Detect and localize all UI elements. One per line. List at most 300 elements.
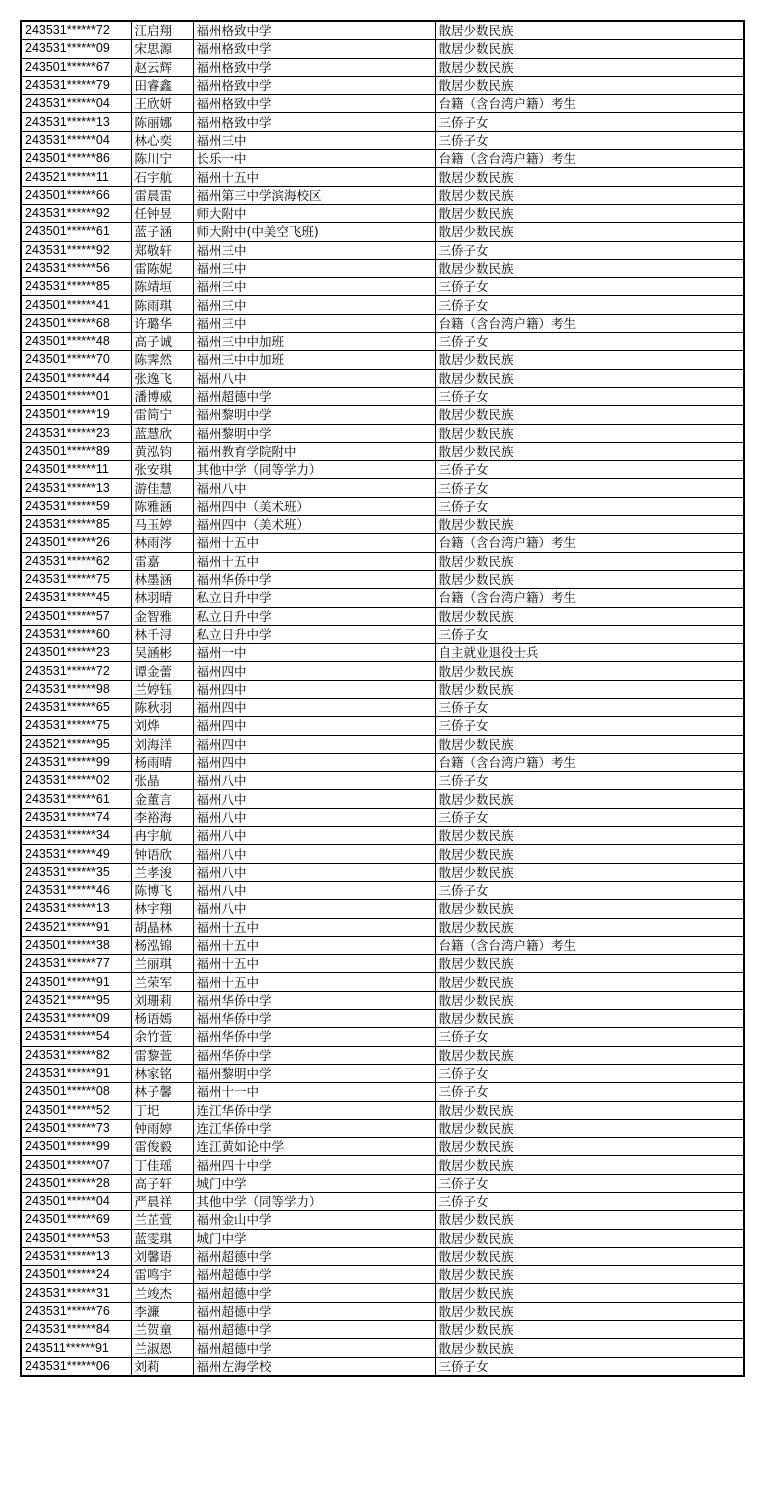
table-row [21, 1046, 744, 1064]
school-cell: 福州三中 [193, 314, 435, 332]
category-cell: 散居少数民族 [435, 845, 744, 863]
category-cell: 散居少数民族 [435, 442, 744, 460]
candidate-id-cell: 243531******75 [21, 717, 131, 735]
candidate-id-cell: 243501******19 [21, 406, 131, 424]
roster-sheet [20, 20, 745, 1377]
table-row [21, 131, 744, 149]
table-row [21, 918, 744, 936]
category-cell: 三侨子女 [435, 296, 744, 314]
candidate-id-cell: 243531******79 [21, 76, 131, 94]
category-cell: 散居少数民族 [435, 516, 744, 534]
candidate-id-cell: 243531******59 [21, 497, 131, 515]
school-cell: 福州四中 [193, 680, 435, 698]
candidate-id-cell: 243501******11 [21, 461, 131, 479]
school-cell: 福州十五中 [193, 534, 435, 552]
category-cell: 散居少数民族 [435, 900, 744, 918]
student-name-cell: 雷俊毅 [131, 1138, 193, 1156]
category-cell: 散居少数民族 [435, 351, 744, 369]
student-name-cell: 刘珊莉 [131, 991, 193, 1009]
student-name-cell: 林雨涔 [131, 534, 193, 552]
candidate-id-cell: 243531******13 [21, 479, 131, 497]
category-cell: 三侨子女 [435, 808, 744, 826]
table-row [21, 497, 744, 515]
candidate-id-cell: 243531******54 [21, 1028, 131, 1046]
candidate-id-cell: 243501******57 [21, 607, 131, 625]
table-row [21, 881, 744, 899]
category-cell: 散居少数民族 [435, 406, 744, 424]
student-name-cell: 刘馨语 [131, 1247, 193, 1265]
school-cell: 城门中学 [193, 1229, 435, 1247]
school-cell: 城门中学 [193, 1174, 435, 1192]
school-cell: 福州八中 [193, 808, 435, 826]
table-row [21, 863, 744, 881]
student-name-cell: 蓝雯琪 [131, 1229, 193, 1247]
school-cell: 福州八中 [193, 900, 435, 918]
candidate-id-cell: 243531******23 [21, 424, 131, 442]
table-row [21, 76, 744, 94]
candidate-id-cell: 243531******65 [21, 698, 131, 716]
student-name-cell: 兰孝浚 [131, 863, 193, 881]
student-name-cell: 蓝子涵 [131, 223, 193, 241]
category-cell: 三侨子女 [435, 241, 744, 259]
category-cell: 散居少数民族 [435, 40, 744, 58]
table-row [21, 1302, 744, 1320]
roster-table-body [21, 21, 744, 1376]
student-name-cell: 兰淑恩 [131, 1339, 193, 1357]
student-name-cell: 蓝慧欣 [131, 424, 193, 442]
school-cell: 福州十五中 [193, 168, 435, 186]
category-cell: 散居少数民族 [435, 259, 744, 277]
student-name-cell: 钟雨婷 [131, 1119, 193, 1137]
category-cell: 散居少数民族 [435, 680, 744, 698]
school-cell: 福州四中 [193, 717, 435, 735]
school-cell: 私立日升中学 [193, 589, 435, 607]
table-row [21, 461, 744, 479]
table-row [21, 607, 744, 625]
table-row [21, 442, 744, 460]
category-cell: 台籍（含台湾户籍）考生 [435, 314, 744, 332]
category-cell: 三侨子女 [435, 278, 744, 296]
school-cell: 福州三中 [193, 296, 435, 314]
school-cell: 福州超德中学 [193, 1266, 435, 1284]
student-name-cell: 张逸飞 [131, 369, 193, 387]
table-row [21, 662, 744, 680]
candidate-id-cell: 243501******89 [21, 442, 131, 460]
table-row [21, 1138, 744, 1156]
school-cell: 福州黎明中学 [193, 1064, 435, 1082]
school-cell: 福州超德中学 [193, 1321, 435, 1339]
school-cell: 连江华侨中学 [193, 1101, 435, 1119]
table-row [21, 955, 744, 973]
table-row [21, 479, 744, 497]
school-cell: 福州教育学院附中 [193, 442, 435, 460]
candidate-id-cell: 243501******41 [21, 296, 131, 314]
table-row [21, 406, 744, 424]
table-row [21, 808, 744, 826]
table-row [21, 223, 744, 241]
category-cell: 三侨子女 [435, 131, 744, 149]
student-name-cell: 吴涵彬 [131, 644, 193, 662]
student-name-cell: 林心奕 [131, 131, 193, 149]
candidate-id-cell: 243531******60 [21, 625, 131, 643]
category-cell: 散居少数民族 [435, 1211, 744, 1229]
school-cell: 福州八中 [193, 845, 435, 863]
school-cell: 福州八中 [193, 827, 435, 845]
student-name-cell: 雷简宁 [131, 406, 193, 424]
candidate-id-cell: 243501******08 [21, 1083, 131, 1101]
category-cell: 散居少数民族 [435, 1101, 744, 1119]
table-row [21, 973, 744, 991]
category-cell: 散居少数民族 [435, 1010, 744, 1028]
table-row [21, 1064, 744, 1082]
table-row [21, 113, 744, 131]
table-row [21, 589, 744, 607]
table-row [21, 351, 744, 369]
candidate-id-cell: 243531******45 [21, 589, 131, 607]
school-cell: 福州三中 [193, 278, 435, 296]
student-name-cell: 雷晨雷 [131, 186, 193, 204]
table-row [21, 314, 744, 332]
candidate-id-cell: 243501******91 [21, 973, 131, 991]
candidate-id-cell: 243521******95 [21, 735, 131, 753]
candidate-id-cell: 243501******69 [21, 1211, 131, 1229]
category-cell: 散居少数民族 [435, 1321, 744, 1339]
candidate-id-cell: 243531******82 [21, 1046, 131, 1064]
category-cell: 散居少数民族 [435, 1266, 744, 1284]
category-cell: 三侨子女 [435, 497, 744, 515]
school-cell: 福州八中 [193, 790, 435, 808]
school-cell: 私立日升中学 [193, 607, 435, 625]
category-cell: 散居少数民族 [435, 58, 744, 76]
candidate-id-cell: 243511******91 [21, 1339, 131, 1357]
category-cell: 台籍（含台湾户籍）考生 [435, 936, 744, 954]
school-cell: 福州十五中 [193, 955, 435, 973]
student-name-cell: 雷黎萱 [131, 1046, 193, 1064]
student-name-cell: 陈丽娜 [131, 113, 193, 131]
category-cell: 三侨子女 [435, 1357, 744, 1376]
candidate-id-cell: 243531******09 [21, 40, 131, 58]
school-cell: 福州十五中 [193, 973, 435, 991]
table-row [21, 1083, 744, 1101]
student-name-cell: 陈秋羽 [131, 698, 193, 716]
category-cell: 散居少数民族 [435, 790, 744, 808]
table-row [21, 717, 744, 735]
candidate-id-cell: 243531******62 [21, 552, 131, 570]
category-cell: 散居少数民族 [435, 1046, 744, 1064]
candidate-id-cell: 243501******70 [21, 351, 131, 369]
school-cell: 福州十五中 [193, 918, 435, 936]
school-cell: 连江华侨中学 [193, 1119, 435, 1137]
table-row [21, 534, 744, 552]
school-cell: 福州金山中学 [193, 1211, 435, 1229]
table-row [21, 278, 744, 296]
student-name-cell: 林家铭 [131, 1064, 193, 1082]
candidate-id-cell: 243531******56 [21, 259, 131, 277]
school-cell: 福州华侨中学 [193, 991, 435, 1009]
school-cell: 福州超德中学 [193, 1302, 435, 1320]
table-row [21, 1321, 744, 1339]
school-cell: 福州超德中学 [193, 1339, 435, 1357]
school-cell: 其他中学（同等学力） [193, 1193, 435, 1211]
student-name-cell: 金董言 [131, 790, 193, 808]
category-cell: 散居少数民族 [435, 991, 744, 1009]
candidate-id-cell: 243531******61 [21, 790, 131, 808]
school-cell: 福州八中 [193, 863, 435, 881]
candidate-id-cell: 243531******99 [21, 753, 131, 771]
student-name-cell: 黄泓钧 [131, 442, 193, 460]
category-cell: 散居少数民族 [435, 168, 744, 186]
school-cell: 福州超德中学 [193, 1284, 435, 1302]
category-cell: 散居少数民族 [435, 570, 744, 588]
candidate-id-cell: 243501******53 [21, 1229, 131, 1247]
category-cell: 三侨子女 [435, 1083, 744, 1101]
category-cell: 散居少数民族 [435, 552, 744, 570]
table-row [21, 753, 744, 771]
category-cell: 散居少数民族 [435, 735, 744, 753]
school-cell: 福州超德中学 [193, 1247, 435, 1265]
school-cell: 福州八中 [193, 881, 435, 899]
school-cell: 其他中学（同等学力） [193, 461, 435, 479]
candidate-id-cell: 243531******85 [21, 278, 131, 296]
student-name-cell: 刘海洋 [131, 735, 193, 753]
student-name-cell: 陈雅涵 [131, 497, 193, 515]
student-name-cell: 丁佳瑶 [131, 1156, 193, 1174]
candidate-id-cell: 243531******35 [21, 863, 131, 881]
table-row [21, 241, 744, 259]
school-cell: 福州格致中学 [193, 76, 435, 94]
candidate-id-cell: 243531******46 [21, 881, 131, 899]
candidate-id-cell: 243501******44 [21, 369, 131, 387]
school-cell: 福州四中 [193, 753, 435, 771]
school-cell: 福州八中 [193, 772, 435, 790]
student-name-cell: 高子诚 [131, 333, 193, 351]
student-name-cell: 钟语欣 [131, 845, 193, 863]
student-name-cell: 丁圯 [131, 1101, 193, 1119]
school-cell: 福州华侨中学 [193, 1028, 435, 1046]
student-name-cell: 高子轩 [131, 1174, 193, 1192]
student-name-cell: 余竹萱 [131, 1028, 193, 1046]
candidate-id-cell: 243501******23 [21, 644, 131, 662]
candidate-id-cell: 243501******07 [21, 1156, 131, 1174]
student-name-cell: 兰荣军 [131, 973, 193, 991]
student-name-cell: 刘烨 [131, 717, 193, 735]
candidate-id-cell: 243531******85 [21, 516, 131, 534]
student-name-cell: 陈靖垣 [131, 278, 193, 296]
candidate-id-cell: 243501******67 [21, 58, 131, 76]
category-cell: 散居少数民族 [435, 918, 744, 936]
table-row [21, 1028, 744, 1046]
table-row [21, 827, 744, 845]
candidate-id-cell: 243531******13 [21, 1247, 131, 1265]
table-row [21, 845, 744, 863]
candidate-id-cell: 243531******72 [21, 21, 131, 40]
school-cell: 福州左海学校 [193, 1357, 435, 1376]
school-cell: 福州格致中学 [193, 95, 435, 113]
student-name-cell: 陈博飞 [131, 881, 193, 899]
candidate-id-cell: 243531******09 [21, 1010, 131, 1028]
student-name-cell: 兰芷萱 [131, 1211, 193, 1229]
category-cell: 散居少数民族 [435, 186, 744, 204]
student-name-cell: 张安琪 [131, 461, 193, 479]
table-row [21, 680, 744, 698]
table-row [21, 21, 744, 40]
candidate-id-cell: 243531******84 [21, 1321, 131, 1339]
school-cell: 福州三中中加班 [193, 333, 435, 351]
school-cell: 福州三中 [193, 131, 435, 149]
table-row [21, 259, 744, 277]
category-cell: 散居少数民族 [435, 1119, 744, 1137]
table-row [21, 900, 744, 918]
candidate-id-cell: 243521******91 [21, 918, 131, 936]
category-cell: 三侨子女 [435, 625, 744, 643]
student-name-cell: 林子馨 [131, 1083, 193, 1101]
candidate-id-cell: 243501******24 [21, 1266, 131, 1284]
school-cell: 福州十一中 [193, 1083, 435, 1101]
table-row [21, 516, 744, 534]
table-row [21, 1211, 744, 1229]
student-name-cell: 赵云辉 [131, 58, 193, 76]
school-cell: 福州华侨中学 [193, 1046, 435, 1064]
category-cell: 台籍（含台湾户籍）考生 [435, 753, 744, 771]
candidate-id-cell: 243531******91 [21, 1064, 131, 1082]
school-cell: 福州十五中 [193, 552, 435, 570]
table-row [21, 1101, 744, 1119]
student-name-cell: 游佳慧 [131, 479, 193, 497]
category-cell: 散居少数民族 [435, 863, 744, 881]
student-name-cell: 许璐华 [131, 314, 193, 332]
school-cell: 长乐一中 [193, 150, 435, 168]
candidate-id-cell: 243531******49 [21, 845, 131, 863]
table-row [21, 1229, 744, 1247]
table-row [21, 625, 744, 643]
category-cell: 散居少数民族 [435, 607, 744, 625]
student-name-cell: 陈雨琪 [131, 296, 193, 314]
student-name-cell: 李濂 [131, 1302, 193, 1320]
school-cell: 福州八中 [193, 369, 435, 387]
candidate-id-cell: 243531******04 [21, 131, 131, 149]
category-cell: 散居少数民族 [435, 204, 744, 222]
table-row [21, 790, 744, 808]
school-cell: 福州三中中加班 [193, 351, 435, 369]
school-cell: 福州黎明中学 [193, 406, 435, 424]
candidate-id-cell: 243531******34 [21, 827, 131, 845]
school-cell: 福州格致中学 [193, 40, 435, 58]
school-cell: 福州一中 [193, 644, 435, 662]
student-name-cell: 张晶 [131, 772, 193, 790]
school-cell: 福州黎明中学 [193, 424, 435, 442]
school-cell: 福州三中 [193, 259, 435, 277]
table-row [21, 1193, 744, 1211]
category-cell: 三侨子女 [435, 387, 744, 405]
candidate-id-cell: 243501******73 [21, 1119, 131, 1137]
student-name-cell: 王欣妍 [131, 95, 193, 113]
table-row [21, 735, 744, 753]
category-cell: 三侨子女 [435, 881, 744, 899]
candidate-id-cell: 243521******11 [21, 168, 131, 186]
candidate-id-cell: 243501******86 [21, 150, 131, 168]
candidate-id-cell: 243501******01 [21, 387, 131, 405]
table-row [21, 204, 744, 222]
school-cell: 福州格致中学 [193, 113, 435, 131]
student-name-cell: 胡晶林 [131, 918, 193, 936]
category-cell: 散居少数民族 [435, 1156, 744, 1174]
student-name-cell: 刘莉 [131, 1357, 193, 1376]
school-cell: 福州四中 [193, 698, 435, 716]
school-cell: 福州四中 [193, 735, 435, 753]
category-cell: 散居少数民族 [435, 973, 744, 991]
school-cell: 福州华侨中学 [193, 1010, 435, 1028]
candidate-id-cell: 243531******76 [21, 1302, 131, 1320]
student-name-cell: 林千浔 [131, 625, 193, 643]
school-cell: 福州四中（美术班） [193, 516, 435, 534]
school-cell: 福州第三中学滨海校区 [193, 186, 435, 204]
roster-table [20, 20, 745, 1377]
table-row [21, 296, 744, 314]
table-row [21, 552, 744, 570]
category-cell: 散居少数民族 [435, 21, 744, 40]
student-name-cell: 兰竣杰 [131, 1284, 193, 1302]
table-row [21, 570, 744, 588]
category-cell: 散居少数民族 [435, 827, 744, 845]
school-cell: 私立日升中学 [193, 625, 435, 643]
student-name-cell: 雷鸣宇 [131, 1266, 193, 1284]
table-row [21, 1010, 744, 1028]
category-cell: 散居少数民族 [435, 1302, 744, 1320]
candidate-id-cell: 243531******98 [21, 680, 131, 698]
table-row [21, 95, 744, 113]
category-cell: 自主就业退役士兵 [435, 644, 744, 662]
candidate-id-cell: 243531******75 [21, 570, 131, 588]
category-cell: 三侨子女 [435, 479, 744, 497]
category-cell: 散居少数民族 [435, 662, 744, 680]
student-name-cell: 郑敬轩 [131, 241, 193, 259]
candidate-id-cell: 243531******74 [21, 808, 131, 826]
candidate-id-cell: 243531******92 [21, 241, 131, 259]
candidate-id-cell: 243501******48 [21, 333, 131, 351]
category-cell: 三侨子女 [435, 113, 744, 131]
candidate-id-cell: 243531******92 [21, 204, 131, 222]
student-name-cell: 宋思源 [131, 40, 193, 58]
student-name-cell: 田睿鑫 [131, 76, 193, 94]
candidate-id-cell: 243501******38 [21, 936, 131, 954]
category-cell: 散居少数民族 [435, 1229, 744, 1247]
student-name-cell: 冉宇航 [131, 827, 193, 845]
table-row [21, 772, 744, 790]
table-row [21, 698, 744, 716]
table-row [21, 58, 744, 76]
school-cell: 福州格致中学 [193, 58, 435, 76]
school-cell: 福州超德中学 [193, 387, 435, 405]
category-cell: 三侨子女 [435, 461, 744, 479]
school-cell: 福州八中 [193, 479, 435, 497]
student-name-cell: 兰贺童 [131, 1321, 193, 1339]
candidate-id-cell: 243501******66 [21, 186, 131, 204]
category-cell: 散居少数民族 [435, 369, 744, 387]
candidate-id-cell: 243531******04 [21, 95, 131, 113]
student-name-cell: 江启翔 [131, 21, 193, 40]
student-name-cell: 杨雨晴 [131, 753, 193, 771]
student-name-cell: 林宇翔 [131, 900, 193, 918]
candidate-id-cell: 243521******95 [21, 991, 131, 1009]
table-row [21, 1247, 744, 1265]
student-name-cell: 杨泓锦 [131, 936, 193, 954]
candidate-id-cell: 243501******61 [21, 223, 131, 241]
candidate-id-cell: 243501******04 [21, 1193, 131, 1211]
student-name-cell: 任钟昱 [131, 204, 193, 222]
category-cell: 三侨子女 [435, 1174, 744, 1192]
student-name-cell: 陈霁然 [131, 351, 193, 369]
category-cell: 台籍（含台湾户籍）考生 [435, 95, 744, 113]
